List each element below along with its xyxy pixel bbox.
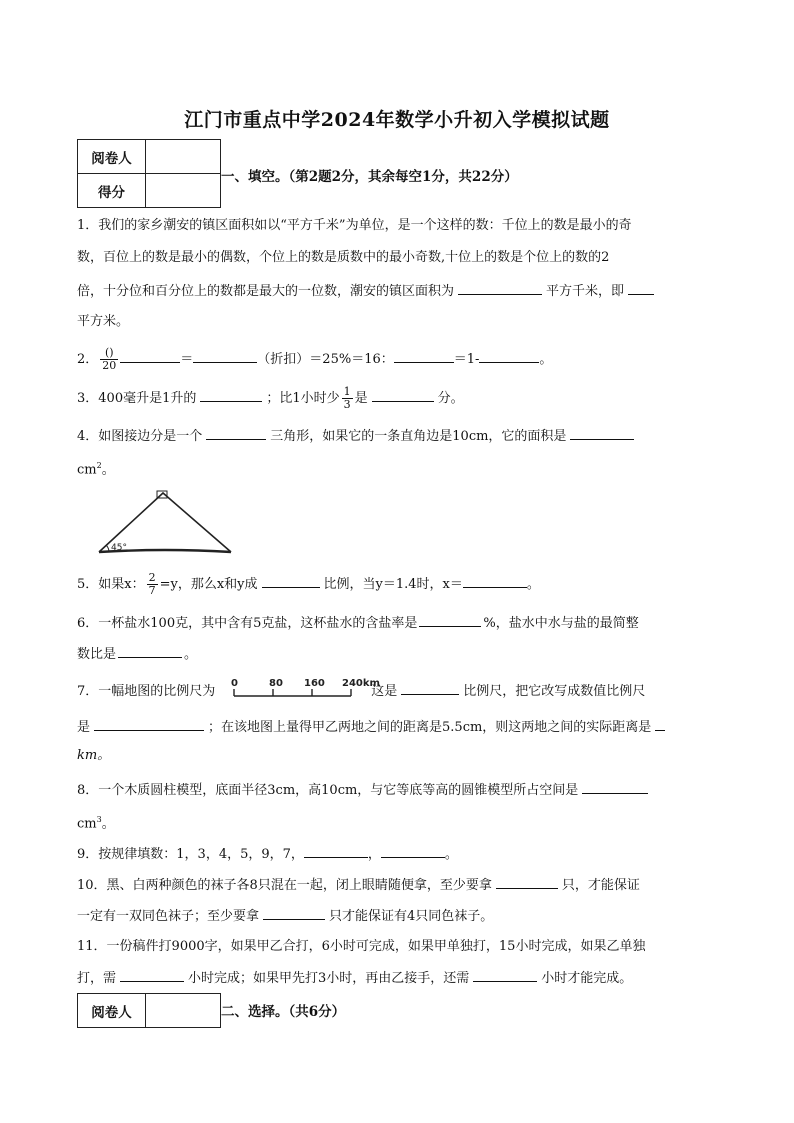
grading-table-1 xyxy=(77,139,221,208)
section-2-heading: 二、选择。（共6分） xyxy=(221,1004,346,1020)
q2-blank-1[interactable] xyxy=(120,348,180,363)
q5-blank-1[interactable] xyxy=(262,573,320,588)
grader-cell[interactable] xyxy=(146,140,221,174)
q6-line2: 数比是 。 xyxy=(77,643,197,665)
q6-line1: 6．一杯盐水100克，其中含有5克盐，这杯盐水的含盐率是 %，盐水中水与盐的最简整 xyxy=(77,612,639,634)
q3-blank-1[interactable] xyxy=(200,387,262,402)
q8-blank-1[interactable] xyxy=(582,779,648,794)
scale-label-0: 0 xyxy=(231,678,238,689)
scale-label-80: 80 xyxy=(269,678,283,689)
q5-line: 5．如果x： $\frac{2}{7}$ =y，那么x和y成 比例，当y＝1.4时，x＝ 。 xyxy=(77,571,540,597)
q2-blank-2[interactable] xyxy=(193,348,257,363)
q1-blank-2[interactable] xyxy=(628,280,654,295)
q11-line1: 11．一份稿件打9000字，如果甲乙合打，6小时可完成，如果甲单独打，15小时完成，如果乙单独 xyxy=(77,939,646,954)
q1-line2: 数，百位上的数是最小的偶数，个位上的数是质数中的最小奇数,十位上的数是个位上的数的2 xyxy=(77,250,610,265)
q1-line4: 平方米。 xyxy=(77,314,130,329)
q6-blank-2[interactable] xyxy=(118,643,182,658)
q1-blank-1[interactable] xyxy=(458,280,542,295)
q4-blank-1[interactable] xyxy=(206,425,266,440)
q4-line2: $cm^2$。 xyxy=(77,461,115,478)
q7-line1: 7．一幅地图的比例尺为 这是 比例尺，把它改写成数值比例尺 xyxy=(77,680,645,702)
q10-line2: 一定有一双同色袜子；至少要拿 只才能保证有4只同色袜子。 xyxy=(77,905,493,927)
triangle-figure xyxy=(95,488,235,556)
score-label: 得分 xyxy=(78,174,146,208)
q9-blank-2[interactable] xyxy=(381,843,445,858)
q5-blank-2[interactable] xyxy=(463,573,527,588)
q7-blank-1[interactable] xyxy=(401,680,459,695)
q1-line3: 倍，十分位和百分位上的数都是最大的一位数，潮安的镇区面积为 平方千米，即 xyxy=(77,280,654,302)
q8-line1: 8．一个木质圆柱模型，底面半径3cm，高10cm，与它等底等高的圆锥模型所占空间是 xyxy=(77,779,648,801)
grader-cell-2[interactable] xyxy=(146,994,221,1028)
q1-line1: 1．我们的家乡潮安的镇区面积如以“平方千米”为单位，是一个这样的数：千位上的数是最小的奇 xyxy=(77,218,632,233)
q2-line: 2． $\frac{()}{20}$ ＝ （折扣）＝25%＝16： ＝1- 。 xyxy=(77,346,553,372)
scale-label-240: 240km xyxy=(342,678,380,689)
q10-line1: 10．黑、白两种颜色的袜子各8只混在一起，闭上眼睛随便拿，至少要拿 只，才能保证 xyxy=(77,874,640,896)
q7-line3: km。 xyxy=(77,748,111,763)
scale-label-160: 160 xyxy=(304,678,325,689)
q3-blank-2[interactable] xyxy=(372,387,434,402)
q7-line2: 是 ；在该地图上量得甲乙两地之间的距离是5.5cm，则这两地之间的实际距离是 xyxy=(77,716,665,738)
grading-table-2 xyxy=(77,993,221,1028)
q11-blank-1[interactable] xyxy=(120,967,184,982)
q2-blank-3[interactable] xyxy=(394,348,454,363)
q4-line1: 4．如图接边分是一个 三角形，如果它的一条直角边是10cm，它的面积是 xyxy=(77,425,634,447)
score-cell[interactable] xyxy=(146,174,221,208)
grader-label: 阅卷人 xyxy=(78,140,146,174)
q11-line2: 打，需 小时完成；如果甲先打3小时，再由乙接手，还需 小时才能完成。 xyxy=(77,967,632,989)
q11-blank-2[interactable] xyxy=(473,967,537,982)
q3-fraction: $\frac{1}{3}$ xyxy=(343,385,351,411)
page-title: 江门市重点中学2024年数学小升初入学模拟试题 xyxy=(184,109,610,131)
q5-fraction: $\frac{2}{7}$ xyxy=(148,571,156,597)
q9-line: 9．按规律填数：1，3，4，5，9，7， ， 。 xyxy=(77,843,458,865)
scale-bar-figure xyxy=(229,674,387,702)
q3-line: 3．400毫升是1升的 ；比1小时少 $\frac{1}{3}$ 是 分。 xyxy=(77,385,464,411)
section-1-heading: 一、填空。（第2题2分，其余每空1分，共22分） xyxy=(221,169,518,185)
q7-blank-2[interactable] xyxy=(94,716,204,731)
q2-blank-4[interactable] xyxy=(479,348,539,363)
grader-label-2: 阅卷人 xyxy=(78,994,146,1028)
q9-blank-1[interactable] xyxy=(304,843,368,858)
angle-label: 45° xyxy=(111,543,127,553)
q8-line2: $cm^3$。 xyxy=(77,815,115,832)
q4-blank-2[interactable] xyxy=(570,425,634,440)
q10-blank-1[interactable] xyxy=(496,874,558,889)
q6-blank-1[interactable] xyxy=(419,612,481,627)
q10-blank-2[interactable] xyxy=(263,905,325,920)
q7-blank-3[interactable] xyxy=(655,716,665,731)
q2-fraction: $\frac{()}{20}$ xyxy=(102,346,117,372)
